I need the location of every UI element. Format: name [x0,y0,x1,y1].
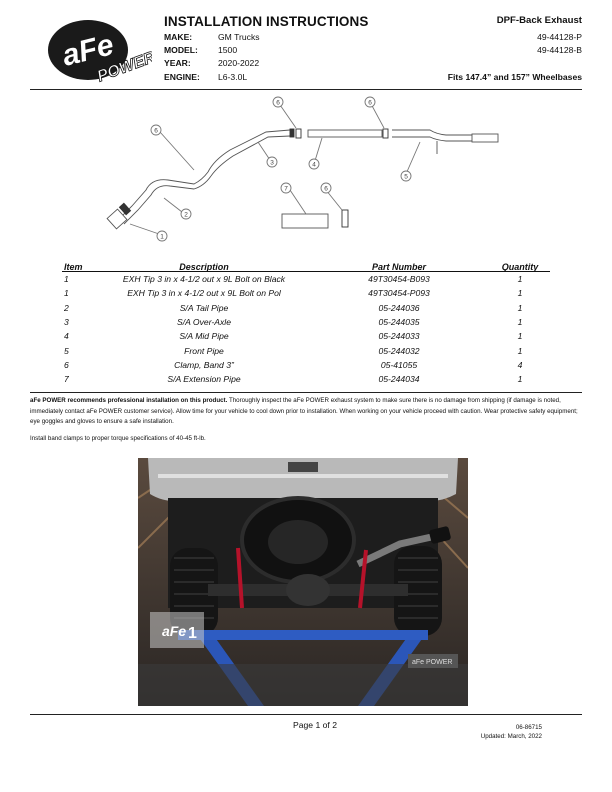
callout-7: 7 [284,185,288,193]
callout-6: 6 [276,99,280,107]
torque-note: Install band clamps to proper torque specifications of 40-45 ft-lb. [30,435,206,442]
notes-divider [30,392,582,393]
table-cell-quantity: 1 [517,302,523,313]
column-header-description: Description [179,262,229,272]
table-cell-part-number: 49T30454-P093 [368,288,430,299]
part-number-black: 49-44128-B [537,45,582,55]
table-header-rule [62,271,550,272]
table-cell-item: 4 [64,331,69,342]
table-cell-item: 7 [64,374,69,385]
table-cell-part-number: 49T30454-B093 [368,274,430,284]
callout-3: 3 [270,159,274,167]
recommendation-body: Thoroughly inspect the aFe POWER exhaust system to make sure there is no damage from shipping (if damage is noted, immediately contact aFe POWER customer service). Allow time for your vehicle to cool down prior to installation. When working on your vehicle proceed with caution. Wear protective safety equipment; eye goggles and gloves to ensure a safe installation. [30,397,578,426]
model-value: 1500 [218,45,238,55]
year-value: 2020-2022 [218,58,260,68]
installation-recommendation [30,396,582,428]
table-cell-item: 2 [64,302,69,313]
table-cell-description: Clamp, Band 3” [174,359,234,370]
page-indicator: Page 1 of 2 [293,720,337,730]
callout-2: 2 [184,211,188,219]
callout-6: 6 [324,185,328,193]
table-cell-description: Front Pipe [184,345,224,356]
table-cell-quantity: 4 [517,359,523,370]
table-cell-description: EXH Tip 3 in x 4-1/2 out x 9L Bolt on Black [122,274,286,284]
table-cell-quantity: 1 [517,288,523,299]
column-header-part-number: Part Number [371,262,426,272]
table-cell-quantity: 1 [517,345,523,356]
table-cell-part-number: 05-244032 [378,345,420,356]
table-cell-part-number: 05-41055 [380,359,418,370]
table-cell-description: EXH Tip 3 in x 4-1/2 out x 9L Bolt on Pol [127,288,281,299]
table-cell-description: S/A Tail Pipe [179,302,229,313]
table-cell-part-number: 05-244035 [378,316,420,327]
recommendation-lead: aFe POWER recommends professional installation on this product. [30,397,228,404]
product-name: DPF-Back Exhaust [496,15,582,26]
document-title: INSTALLATION INSTRUCTIONS [164,14,369,29]
table-cell-description: S/A Mid Pipe [179,331,229,342]
engine-value: L6-3.0L [218,72,248,82]
lift-number-text: 1 [188,625,197,642]
table-cell-part-number: 05-244033 [378,331,420,342]
table-cell-item: 3 [64,316,69,327]
wall-sign-text: aFe POWER [412,659,453,666]
engine-label: ENGINE: [164,72,200,82]
callout-6: 6 [368,99,372,107]
make-label: MAKE: [164,32,193,42]
svg-text:aFe: aFe [58,28,118,73]
table-cell-item: 1 [64,274,69,284]
table-cell-quantity: 1 [517,274,523,284]
updated-date: Updated: March, 2022 [480,733,542,740]
footer-divider [30,714,582,715]
callout-1: 1 [160,233,164,241]
fitment-note: Fits 147.4” and 157” Wheelbases [447,72,582,82]
exploded-parts-diagram [90,94,530,264]
callout-5: 5 [404,173,408,181]
table-cell-part-number: 05-244036 [378,302,420,313]
table-cell-description: S/A Over-Axle [177,316,231,327]
part-number-polished: 49-44128-P [537,32,582,42]
vehicle-underside-photo [138,458,468,706]
year-label: YEAR: [164,58,191,68]
table-cell-quantity: 1 [517,331,523,342]
table-cell-item: 1 [64,288,69,299]
document-number: 06-86715 [515,724,542,731]
model-label: MODEL: [164,45,198,55]
lift-brand-text: aFe [162,623,187,639]
table-cell-part-number: 05-244034 [378,374,420,385]
table-cell-item: 5 [64,345,69,356]
brand-logo [44,14,152,86]
column-header-quantity: Quantity [501,262,539,272]
table-cell-item: 6 [64,359,69,370]
column-header-item: Item [64,262,83,272]
table-cell-quantity: 1 [517,316,523,327]
table-cell-description: S/A Extension Pipe [167,374,241,385]
callout-6: 6 [154,127,158,135]
make-value: GM Trucks [218,32,260,42]
table-cell-quantity: 1 [517,374,523,385]
svg-text:POWER: POWER [95,48,152,86]
header-divider [30,89,582,90]
callout-4: 4 [312,161,316,169]
